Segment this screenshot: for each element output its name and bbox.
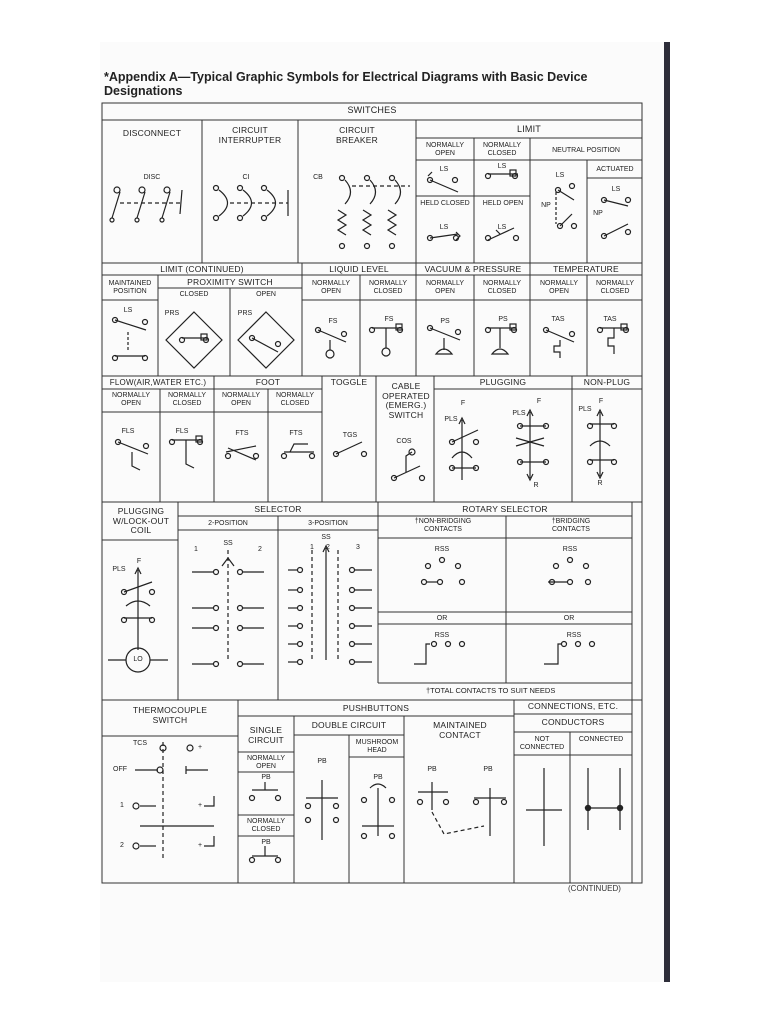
header-single-circuit: SINGLE CIRCUIT (248, 725, 284, 745)
header-plugging: PLUGGING (479, 377, 527, 387)
label-connected: CONNECTED (578, 736, 624, 743)
label-held-open: HELD OPEN (482, 200, 524, 207)
header-double-circuit: DOUBLE CIRCUIT (311, 720, 387, 730)
header-disconnect: DISCONNECT (122, 128, 182, 138)
designation-pb-1: PB (261, 774, 271, 781)
designation-tgs: TGS (342, 432, 358, 439)
designation-fls-2: FLS (175, 428, 189, 435)
note-total-contacts: †TOTAL CONTACTS TO SUIT NEEDS (426, 686, 556, 695)
designation-pls-3: PLS (578, 406, 592, 413)
designation-2-b: 2 (326, 544, 330, 551)
designation-fs-1: FS (328, 318, 338, 325)
label-2-position: 2-POSITION (208, 520, 248, 527)
designation-cos: COS (396, 438, 412, 445)
designation-r-1: R (533, 482, 539, 489)
header-liquid-level: LIQUID LEVEL (329, 264, 389, 274)
designation-pb-2: PB (261, 839, 271, 846)
designation-fts-2: FTS (289, 430, 303, 437)
continued-label: (CONTINUED) (568, 884, 621, 893)
designation-ps-1: PS (440, 318, 450, 325)
designation-pls-2: PLS (512, 410, 526, 417)
designation-pb-6: PB (483, 766, 493, 773)
liquid-level-symbols (316, 324, 403, 358)
designation-ss-2: SS (321, 534, 331, 541)
conductor-symbols (526, 768, 620, 846)
designation-ls-6: LS (611, 186, 621, 193)
header-selector: SELECTOR (254, 504, 302, 514)
header-limit-continued: LIMIT (CONTINUED) (160, 264, 244, 274)
designation-ls-2: LS (497, 163, 507, 170)
designation-f-3: F (598, 398, 604, 405)
designation-rss-3: RSS (434, 632, 450, 639)
page-title: *Appendix A—Typical Graphic Symbols for Electrical Diagrams with Basic Device Designations (104, 70, 588, 98)
designation-np-1: NP (541, 202, 551, 209)
label-proximity-closed: CLOSED (179, 291, 209, 298)
label-neutral-position: NEUTRAL POSITION (552, 147, 620, 154)
designation-r-2: R (597, 480, 603, 487)
designation-pb-4: PB (373, 774, 383, 781)
designation-ls-4: LS (497, 224, 507, 231)
label-ll-normally-closed: NORMALLY CLOSED (369, 280, 407, 295)
circuit-breaker-symbol (338, 176, 410, 249)
cable-operated-switch-symbol (392, 449, 425, 481)
header-circuit-breaker: CIRCUIT BREAKER (335, 125, 379, 145)
header-circuit-interrupter: CIRCUIT INTERRUPTER (218, 125, 282, 145)
label-mushroom-head: MUSHROOM HEAD (355, 739, 399, 754)
vacuum-pressure-symbols (428, 324, 517, 354)
designation-3-b: 3 (356, 544, 360, 551)
designation-ls-1: LS (439, 166, 449, 173)
header-limit: LIMIT (516, 124, 541, 134)
label-pb-normally-closed: NORMALLY CLOSED (247, 818, 285, 833)
designation-2-c: 2 (120, 842, 124, 849)
header-conductors: CONDUCTORS (541, 717, 605, 727)
designation-pls-4: PLS (112, 566, 126, 573)
designation-rss-4: RSS (566, 632, 582, 639)
designation-fts-1: FTS (235, 430, 249, 437)
designation-pls-1: PLS (444, 416, 458, 423)
toggle-switch-symbol (334, 442, 367, 457)
header-foot: FOOT (255, 377, 281, 387)
header-proximity-switch: PROXIMITY SWITCH (187, 277, 273, 287)
label-limit-normally-open: NORMALLY OPEN (426, 142, 464, 157)
label-vp-normally-open: NORMALLY OPEN (426, 280, 464, 295)
label-vp-normally-closed: NORMALLY CLOSED (483, 280, 521, 295)
designation-fls-1: FLS (121, 428, 135, 435)
flow-switch-symbols (116, 436, 203, 470)
header-vacuum-pressure: VACUUM & PRESSURE (424, 264, 522, 274)
designation-off: OFF (113, 766, 127, 773)
label-3-position: 3-POSITION (308, 520, 348, 527)
header-pushbuttons: PUSHBUTTONS (342, 703, 410, 713)
designation-pb-3: PB (317, 758, 327, 765)
label-flow-normally-open: NORMALLY OPEN (112, 392, 150, 407)
circuit-interrupter-symbol (214, 186, 289, 221)
label-limit-normally-closed: NORMALLY CLOSED (483, 142, 521, 157)
label-proximity-open: OPEN (256, 291, 276, 298)
header-maintained-contact: MAINTAINED CONTACT (433, 720, 487, 740)
designation-ls-5: LS (555, 172, 565, 179)
designation-cb: CB (313, 174, 323, 181)
designation-np-2: NP (593, 210, 603, 217)
label-t-normally-open: NORMALLY OPEN (540, 280, 578, 295)
designation-ps-2: PS (498, 316, 508, 323)
designation-1-a: 1 (194, 546, 198, 553)
selector-3position-symbol (288, 546, 372, 665)
designation-lo: LO (133, 656, 143, 663)
designation-1-b: 1 (310, 544, 314, 551)
designation-plus-2: + (197, 802, 203, 809)
designation-tas-2: TAS (603, 316, 617, 323)
designation-1-c: 1 (120, 802, 124, 809)
designation-ls-7: LS (123, 307, 133, 314)
limit-maintained-symbol (113, 318, 148, 361)
designation-prs-1: PRS (164, 310, 180, 317)
label-foot-normally-open: NORMALLY OPEN (222, 392, 260, 407)
designation-rss-1: RSS (434, 546, 450, 553)
label-non-bridging: †NON-BRIDGING CONTACTS (414, 518, 472, 533)
rotary-selector-symbols (414, 558, 595, 665)
header-connections: CONNECTIONS, ETC. (527, 701, 619, 711)
header-rotary-selector: ROTARY SELECTOR (462, 504, 548, 514)
designation-tcs: TCS (133, 740, 147, 747)
designation-disc: DISC (143, 174, 161, 181)
label-or-2: OR (563, 615, 575, 622)
header-switches: SWITCHES (347, 105, 397, 115)
designation-tas-1: TAS (551, 316, 565, 323)
designation-f-2: F (536, 398, 542, 405)
selector-2position-symbol (192, 550, 264, 667)
disconnect-symbol (110, 187, 182, 222)
designation-prs-2: PRS (237, 310, 253, 317)
header-thermocouple: THERMOCOUPLE SWITCH (132, 705, 208, 725)
designation-fs-2: FS (384, 316, 394, 323)
designation-2-a: 2 (258, 546, 262, 553)
header-cable-operated: CABLE OPERATED (EMERG.) SWITCH (382, 381, 430, 420)
designation-f-1: F (460, 400, 466, 407)
header-non-plug: NON-PLUG (583, 377, 631, 387)
label-maintained-position: MAINTAINED POSITION (108, 280, 152, 295)
header-plugging-lockout: PLUGGING W/LOCK-OUT COIL (112, 506, 170, 535)
label-pb-normally-open: NORMALLY OPEN (247, 755, 285, 770)
label-actuated: ACTUATED (596, 166, 634, 173)
designation-plus-3: + (197, 842, 203, 849)
designation-ls-3: LS (439, 224, 449, 231)
label-or-1: OR (436, 615, 448, 622)
foot-switch-symbols (226, 444, 315, 460)
header-toggle: TOGGLE (330, 377, 368, 387)
designation-f-4: F (136, 558, 142, 565)
designation-pb-5: PB (427, 766, 437, 773)
designation-plus-1: + (197, 744, 203, 751)
proximity-switch-symbols (166, 312, 294, 368)
header-flow: FLOW(AIR,WATER ETC.) (109, 378, 207, 387)
plugging-symbols (450, 410, 617, 480)
designation-ci: CI (242, 174, 250, 181)
label-foot-normally-closed: NORMALLY CLOSED (276, 392, 314, 407)
label-not-connected: NOT CONNECTED (519, 736, 565, 751)
label-bridging: †BRIDGING CONTACTS (551, 518, 591, 533)
label-ll-normally-open: NORMALLY OPEN (312, 280, 350, 295)
designation-rss-2: RSS (562, 546, 578, 553)
label-held-closed: HELD CLOSED (420, 200, 470, 207)
header-temperature: TEMPERATURE (553, 264, 619, 274)
label-flow-normally-closed: NORMALLY CLOSED (168, 392, 206, 407)
designation-ss-1: SS (223, 540, 233, 547)
temperature-symbols (544, 324, 629, 358)
label-t-normally-closed: NORMALLY CLOSED (596, 280, 634, 295)
